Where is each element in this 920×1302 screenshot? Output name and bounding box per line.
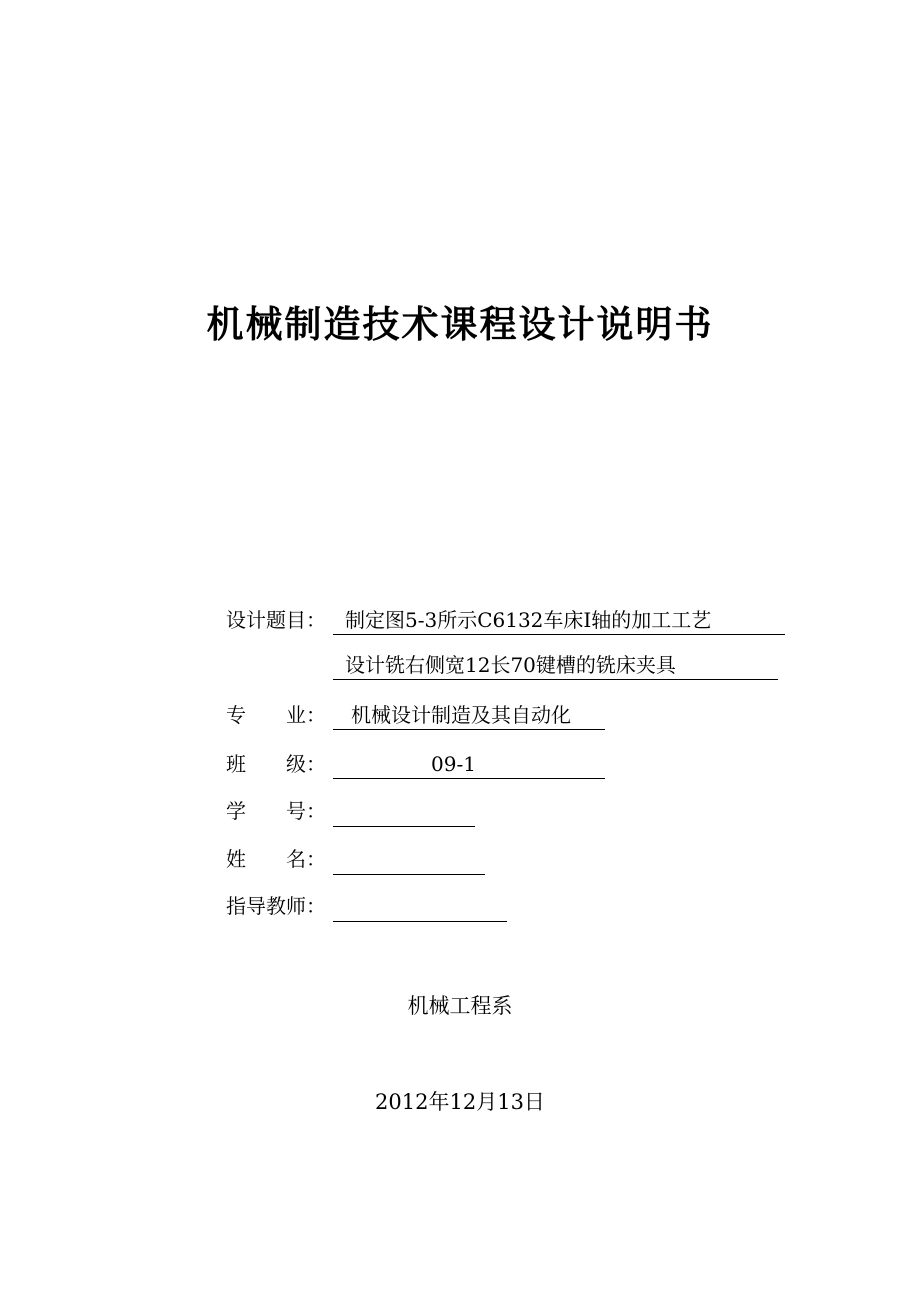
topic-label: 设计题目：: [226, 608, 326, 632]
cover-title: 机械制造技术课程设计说明书: [206, 303, 714, 346]
major-value: 机械设计制造及其自动化: [333, 702, 605, 730]
department: 机械工程系: [407, 994, 513, 1018]
advisor-value: [333, 893, 507, 922]
class-value: 09-1: [333, 751, 605, 779]
date: 2012年12月13日: [375, 1090, 545, 1114]
name-value: [333, 846, 485, 875]
topic-line1: 制定图5-3所示C6132车床I轴的加工工艺: [333, 607, 785, 635]
topic-line2: 设计铣右侧宽12长70键槽的铣床夹具: [333, 652, 778, 680]
student-id-label: 学 号：: [226, 799, 326, 823]
class-label: 班 级：: [226, 752, 326, 776]
major-label: 专 业：: [226, 703, 326, 727]
name-label: 姓 名：: [226, 847, 326, 871]
advisor-label: 指导教师：: [226, 894, 326, 918]
student-id-value: [333, 798, 475, 827]
